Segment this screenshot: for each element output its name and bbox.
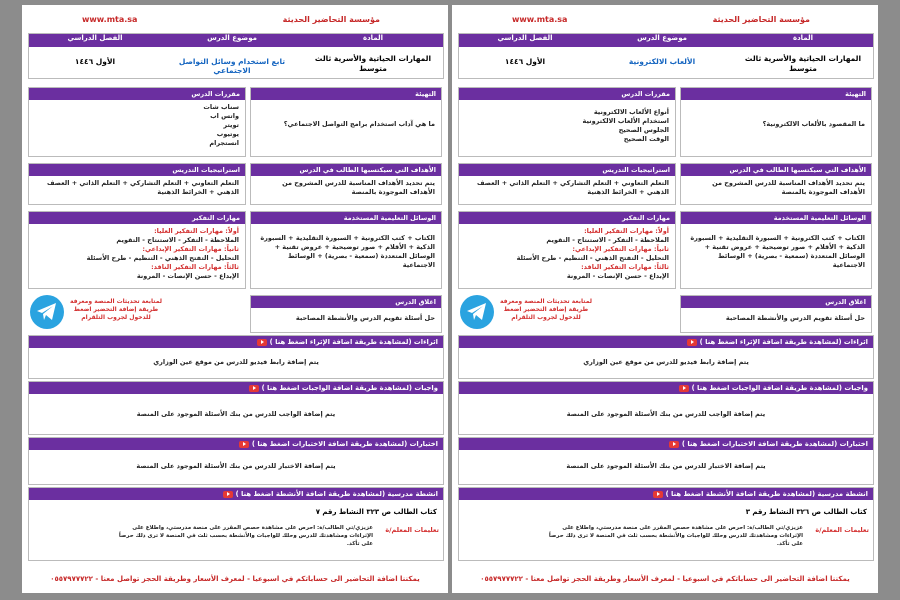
thinking-box xyxy=(458,211,676,289)
list-item: الوقت الصحيح xyxy=(623,135,669,143)
term-header: الفصل الدراسي xyxy=(67,34,123,42)
enrichment-title-text: اثراءات (لمشاهدة طريقة اضافة الإثراء اضغط هنا ) xyxy=(269,338,438,346)
lesson-page-2 xyxy=(452,5,878,593)
tests-title[interactable] xyxy=(459,438,873,450)
homework-title-text: واجبات (لمشاهدة طريقة اضافة الواجبات اضغط هنا ) xyxy=(261,384,438,392)
tests-section xyxy=(458,437,874,485)
intro-title: التهيئة xyxy=(251,88,441,100)
enrichment-title-text: اثراءات (لمشاهدة طريقة اضافة الإثراء اضغط هنا ) xyxy=(699,338,868,346)
lesson-header-table xyxy=(28,33,444,79)
telegram-promo[interactable] xyxy=(30,295,230,335)
term-value: الأول ١٤٤٦ xyxy=(504,57,546,66)
topic-value: تابع استخدام وسائل التواصل الاجتماعي xyxy=(178,57,286,75)
footer-contact: يمكننا اضافة التحاضير الى حساباتكم في اسبوعيا - لمعرف الأسعار وطريقة الحجز تواصل معنا - ٠٥٥٧٩٧٧٧٢٢ xyxy=(480,575,850,583)
tests-text: يتم إضافة الاختبار للدرس من بنك الأسئلة الموجود على المنصة xyxy=(566,462,766,470)
teacher-instructions-label: تعليمات المعلم/ة xyxy=(815,526,869,534)
subject-header: المادة xyxy=(792,34,814,42)
closing-title: اغلاق الدرس xyxy=(681,296,871,308)
tests-title[interactable] xyxy=(29,438,443,450)
thinking-list xyxy=(459,224,675,284)
org-name: مؤسسة التحاضير الحديثة xyxy=(712,15,810,24)
goals-text: يتم تحديد الأهداف المناسبة للدرس المشروح من الأهداف الموجودة بالمنصة xyxy=(282,179,435,196)
list-item: استخدام الألعاب الالكترونية xyxy=(582,117,669,125)
lesson-page-1 xyxy=(22,5,448,593)
thinking-heading: ثانياً: مهارات التفكير الإبداعي: xyxy=(142,245,239,253)
term-header: الفصل الدراسي xyxy=(497,34,553,42)
thinking-skills: الملاحظة - التفكر - الاستنتاج - التقويم xyxy=(546,236,669,244)
thinking-skills: الإبداع - حسن الإنصات - المرونة xyxy=(566,272,669,280)
topic-header: موضوع الدرس xyxy=(207,34,257,42)
homework-title-text: واجبات (لمشاهدة طريقة اضافة الواجبات اضغط هنا ) xyxy=(691,384,868,392)
enrichment-title[interactable] xyxy=(29,336,443,348)
telegram-icon[interactable] xyxy=(30,295,64,329)
goals-text: يتم تحديد الأهداف المناسبة للدرس المشروح من الأهداف الموجودة بالمنصة xyxy=(712,179,865,196)
telegram-promo[interactable] xyxy=(460,295,660,335)
list-item: أنواع الألعاب الالكترونية xyxy=(593,108,669,116)
intro-box xyxy=(250,87,442,157)
thinking-heading: أولاً: مهارات التفكير العليا: xyxy=(584,227,669,235)
closing-text: حل أسئلة تقويم الدرس والأنشطة المصاحبة xyxy=(725,314,865,322)
homework-text: يتم إضافة الواجب للدرس من بنك الأسئلة الموجود على المنصة xyxy=(566,410,766,418)
closing-box xyxy=(250,295,442,333)
youtube-icon[interactable] xyxy=(239,441,249,448)
youtube-icon[interactable] xyxy=(669,441,679,448)
activities-section xyxy=(458,487,874,561)
youtube-icon[interactable] xyxy=(653,491,663,498)
thinking-box xyxy=(28,211,246,289)
footer-contact: يمكننا اضافة التحاضير الى حساباتكم في اسبوعيا - لمعرف الأسعار وطريقة الحجز تواصل معنا - ٠٥٥٧٩٧٧٧٢٢ xyxy=(50,575,420,583)
topic-value: الألعاب الالكترونية xyxy=(628,57,696,66)
subject-value: المهارات الحياتية والأسرية ثالث متوسط xyxy=(744,54,862,73)
teacher-instructions-text: عزيزي/تي الطالب/ة: احرص على مشاهدة حصص المقرر على منصة مدرستي، واطلاع على الإثراءات ومشاهدتك للدرس وحلك للواجبات والأنشطة بحسب ثلث في المنصة لا ترى ذلك حرصاً على تأكد. xyxy=(118,525,373,547)
list-item: يوتيوب xyxy=(216,130,239,138)
youtube-icon[interactable] xyxy=(249,385,259,392)
list-item: الجلوس الصحيح xyxy=(618,126,669,134)
strategies-text: التعلم التعاوني + التعلم التشاركي + التعلم الذاتي + العصف الذهني + الخرائط الذهنية xyxy=(476,179,669,196)
subject-header: المادة xyxy=(362,34,384,42)
curriculum-list xyxy=(29,100,245,151)
telegram-icon[interactable] xyxy=(460,295,494,329)
goals-title: الأهداف التي سيكتسبها الطالب في الدرس xyxy=(681,164,871,176)
homework-section xyxy=(458,381,874,435)
thinking-heading: ثالثاً: مهارات التفكير الناقد: xyxy=(151,263,239,271)
thinking-skills: الإبداع - حسن الإنصات - المرونة xyxy=(136,272,239,280)
homework-title[interactable] xyxy=(459,382,873,394)
goals-title: الأهداف التي سيكتسبها الطالب في الدرس xyxy=(251,164,441,176)
thinking-skills: التحليل - التفتح الذهني - التنظيم - طرح الأسئلة xyxy=(516,254,669,262)
media-title: الوسائل التعليمية المستخدمة xyxy=(681,212,871,224)
list-item: واتس اب xyxy=(210,112,239,120)
term-value: الأول ١٤٤٦ xyxy=(74,57,116,66)
curriculum-title: مقررات الدرس xyxy=(459,88,675,100)
youtube-icon[interactable] xyxy=(687,339,697,346)
thinking-heading: ثانياً: مهارات التفكير الإبداعي: xyxy=(572,245,669,253)
goals-box xyxy=(680,163,872,205)
page-top xyxy=(452,15,878,29)
strategies-box xyxy=(458,163,676,205)
student-book-activity: كتاب الطالب ص ٣٢٦ النشاط رقم ٣ xyxy=(745,508,867,516)
subject-value: المهارات الحياتية والأسرية ثالث متوسط xyxy=(314,54,432,73)
homework-section xyxy=(28,381,444,435)
thinking-title: مهارات التفكير xyxy=(459,212,675,224)
media-title: الوسائل التعليمية المستخدمة xyxy=(251,212,441,224)
curriculum-box xyxy=(458,87,676,157)
thinking-heading: ثالثاً: مهارات التفكير الناقد: xyxy=(581,263,669,271)
intro-text: ما هي آداب استخدام برامج التواصل الاجتماعي؟ xyxy=(283,120,435,128)
closing-box xyxy=(680,295,872,333)
activities-title[interactable] xyxy=(459,488,873,500)
thinking-heading: أولاً: مهارات التفكير العليا: xyxy=(154,227,239,235)
site-link[interactable]: www.mta.sa xyxy=(512,15,568,24)
thinking-skills: الملاحظة - التفكر - الاستنتاج - التقويم xyxy=(116,236,239,244)
homework-title[interactable] xyxy=(29,382,443,394)
curriculum-title: مقررات الدرس xyxy=(29,88,245,100)
telegram-text: لمتابعة تحديثات المنصة ومعرفة طريقة إضافة التحضير اضغط للدخول لجروب التلقرام xyxy=(69,298,162,321)
enrichment-text: يتم إضافة رابط فيديو للدرس من موقع عين الوزاري xyxy=(583,358,749,366)
teacher-instructions-text: عزيزي/تي الطالب/ة: احرص على مشاهدة حصص المقرر على منصة مدرستي، واطلاع على الإثراءات ومشاهدتك للدرس وحلك للواجبات والأنشطة بحسب ثلث في المنصة لا ترى ذلك حرصاً على تأكد. xyxy=(548,525,803,547)
activities-title[interactable] xyxy=(29,488,443,500)
intro-title: التهيئة xyxy=(681,88,871,100)
org-name: مؤسسة التحاضير الحديثة xyxy=(282,15,380,24)
activities-section xyxy=(28,487,444,561)
media-text: الكتاب + كتب الكترونية + السبورة التقليدية + السبورة الذكية + الأقلام + صور توضيحية + عروض تقنية + الوسائل المتعددة (سمعية - بصرية) + الوسائط الاجتماعية xyxy=(260,234,435,269)
curriculum-list xyxy=(459,100,675,147)
goals-box xyxy=(250,163,442,205)
strategies-title: استراتيجيات التدريس xyxy=(29,164,245,176)
lesson-header-table xyxy=(458,33,874,79)
closing-text: حل أسئلة تقويم الدرس والأنشطة المصاحبة xyxy=(295,314,435,322)
student-book-activity: كتاب الطالب ص ٣٢٣ النشاط رقم ٧ xyxy=(315,508,437,516)
closing-title: اغلاق الدرس xyxy=(251,296,441,308)
strategies-box xyxy=(28,163,246,205)
intro-text: ما المقصود بالألعاب الالكترونية؟ xyxy=(762,120,865,128)
topic-header: موضوع الدرس xyxy=(637,34,687,42)
site-link[interactable]: www.mta.sa xyxy=(82,15,138,24)
youtube-icon[interactable] xyxy=(223,491,233,498)
youtube-icon[interactable] xyxy=(679,385,689,392)
activities-title-text: انشطة مدرسية (لمشاهدة طريقة اضافة الأنشطة اضغط هنا ) xyxy=(235,490,438,498)
intro-box xyxy=(680,87,872,157)
media-text: الكتاب + كتب الكترونية + السبورة التقليدية + السبورة الذكية + الأقلام + صور توضيحية + عروض تقنية + الوسائل المتعددة (سمعية - بصرية) + الوسائط الاجتماعية xyxy=(690,234,865,269)
list-item: سناب شات xyxy=(203,103,239,111)
list-item: تويتر xyxy=(223,121,239,129)
telegram-text: لمتابعة تحديثات المنصة ومعرفة طريقة إضافة التحضير اضغط للدخول لجروب التلقرام xyxy=(499,298,592,321)
tests-title-text: اختبارات (لمشاهدة طريقة اضافة الاختبارات اضغط هنا ) xyxy=(251,440,438,448)
list-item: انستجرام xyxy=(209,139,239,147)
media-box xyxy=(250,211,442,289)
teacher-instructions-label: تعليمات المعلم/ة xyxy=(385,526,439,534)
thinking-title: مهارات التفكير xyxy=(29,212,245,224)
enrichment-section xyxy=(458,335,874,379)
strategies-title: استراتيجيات التدريس xyxy=(459,164,675,176)
thinking-skills: التحليل - التفتح الذهني - التنظيم - طرح الأسئلة xyxy=(86,254,239,262)
tests-section xyxy=(28,437,444,485)
strategies-text: التعلم التعاوني + التعلم التشاركي + التعلم الذاتي + العصف الذهني + الخرائط الذهنية xyxy=(46,179,239,196)
media-box xyxy=(680,211,872,289)
curriculum-box xyxy=(28,87,246,157)
page-top xyxy=(22,15,448,29)
enrichment-text: يتم إضافة رابط فيديو للدرس من موقع عين الوزاري xyxy=(153,358,319,366)
activities-title-text: انشطة مدرسية (لمشاهدة طريقة اضافة الأنشطة اضغط هنا ) xyxy=(665,490,868,498)
tests-text: يتم إضافة الاختبار للدرس من بنك الأسئلة الموجود على المنصة xyxy=(136,462,336,470)
tests-title-text: اختبارات (لمشاهدة طريقة اضافة الاختبارات اضغط هنا ) xyxy=(681,440,868,448)
thinking-list xyxy=(29,224,245,284)
youtube-icon[interactable] xyxy=(257,339,267,346)
enrichment-section xyxy=(28,335,444,379)
enrichment-title[interactable] xyxy=(459,336,873,348)
homework-text: يتم إضافة الواجب للدرس من بنك الأسئلة الموجود على المنصة xyxy=(136,410,336,418)
